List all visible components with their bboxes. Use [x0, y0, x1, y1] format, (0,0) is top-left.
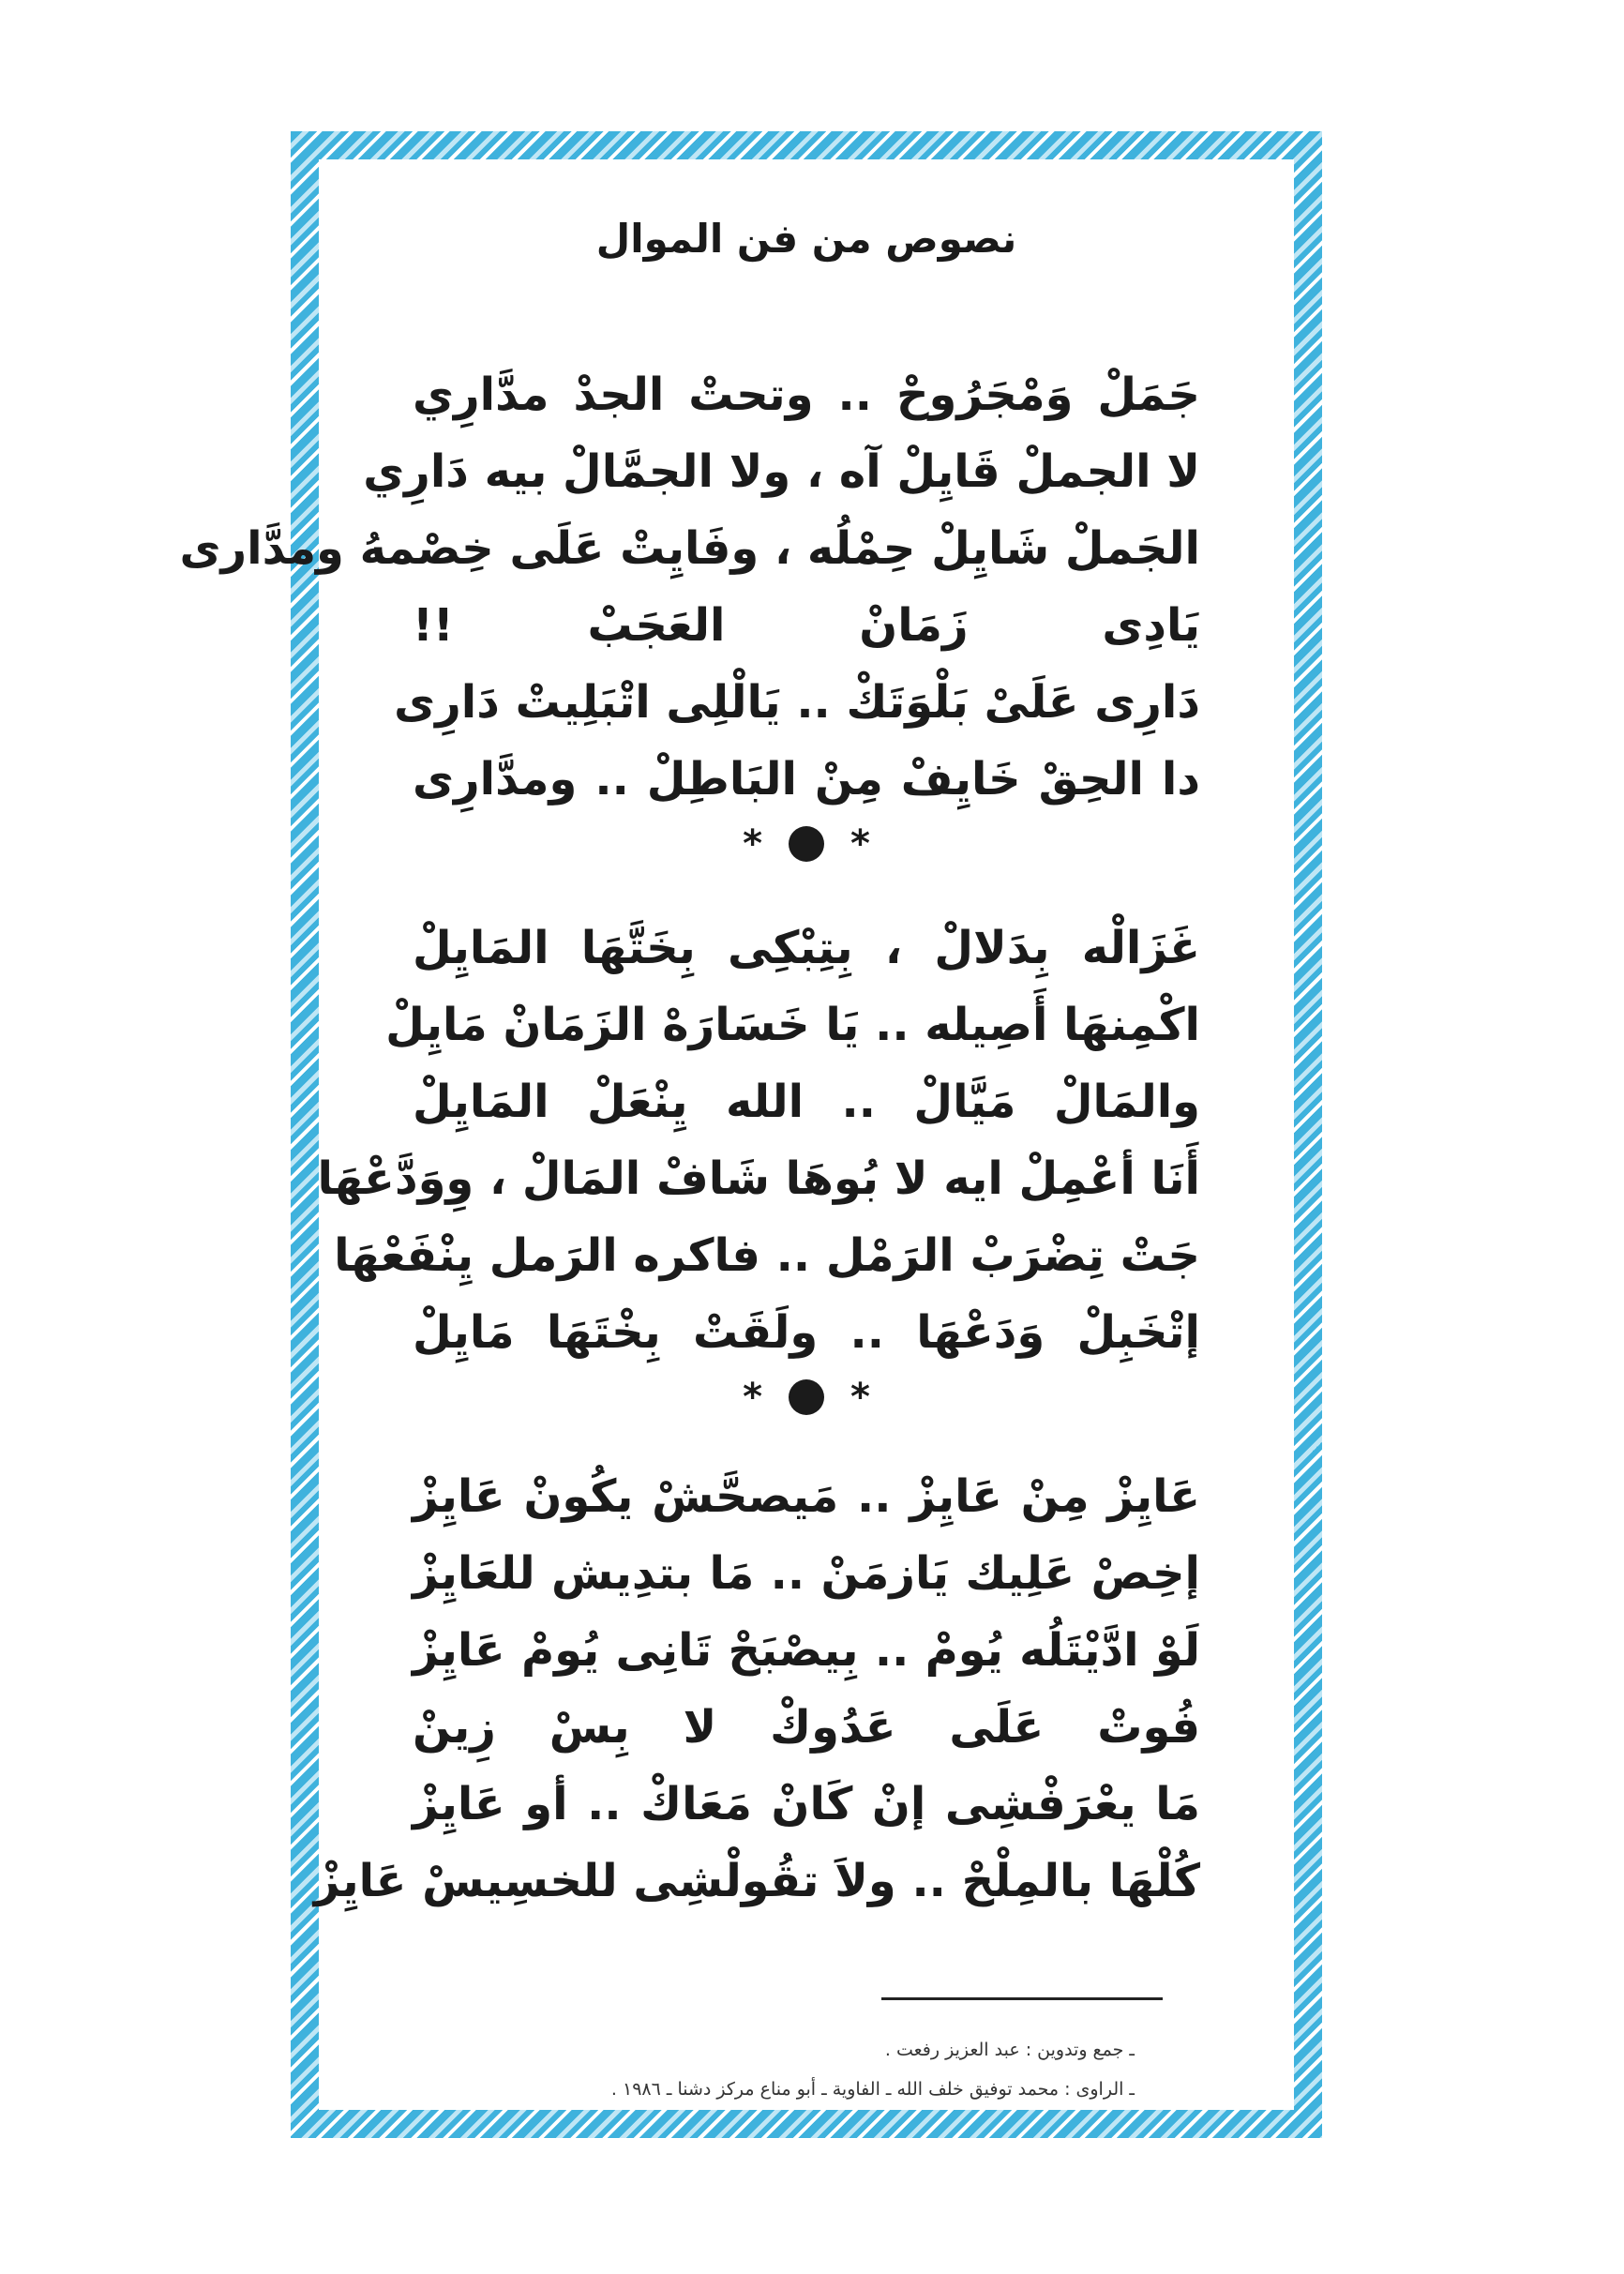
stanza-3 — [313, 1458, 1200, 1920]
footnote-divider — [881, 1997, 1163, 2000]
stanza-2 — [317, 910, 1200, 1371]
footnotes — [394, 2030, 1135, 2109]
verse-line: والمَالْ مَيَّالْ .. الله يِنْعَلْ المَايِلْ — [413, 1076, 1200, 1128]
asterisk-icon: * — [850, 1376, 870, 1419]
verse-line: إتْخَبِلْ وَدَعْهَا .. ولَقَتْ بِخْتَهَا مَايِلْ — [413, 1306, 1200, 1359]
asterisk-icon: * — [743, 822, 762, 866]
verse-line: مَا يعْرَفْشِى إنْ كَانْ مَعَاكْ .. أو عَايِزْ — [413, 1778, 1200, 1830]
verse-line: الجَملْ شَايِلْ حِمْلُه ، وفَايِتْ عَلَى خِصْمهُ ومدَّارى — [179, 522, 1200, 575]
verse-line: غَزَالْه بِدَلالْ ، بِتِبْكِى بِخَتَّهَا المَايِلْ — [413, 922, 1200, 974]
decorative-border-frame — [179, 131, 1322, 2138]
verse-line: دا الحِقْ خَايِفْ مِنْ البَاطِلْ .. ومدَّارِى — [413, 753, 1200, 806]
verse-line: اكْمِنهَا أَصِيله .. يَا خَسَارَهْ الزَمَانْ مَايِلْ — [385, 999, 1200, 1051]
asterisk-icon: * — [850, 822, 870, 866]
verse-line: جَتْ تِضْرَبْ الرَمْل .. فاكره الرَمل يِنْفَعْهَا — [334, 1229, 1200, 1282]
verse-line: لَوْ ادَّيْتَلُه يُومْ .. بِيصْبَحْ تَانِى يُومْ عَايِزْ — [413, 1624, 1200, 1677]
page-content — [179, 159, 1294, 2110]
footnote-collector: ـ جمع وتدوين : عبد العزيز رفعت . — [884, 2040, 1135, 2060]
verse-line: دَارِى عَلَىْ بَلْوَتَكْ .. يَالْلِى اتْبَلِيتْ دَارِى — [394, 676, 1200, 729]
bullet-icon — [789, 1379, 824, 1415]
asterisk-icon: * — [743, 1376, 762, 1419]
verse-line: لا الجملْ قَايِلْ آه ، ولا الجمَّالْ بيه دَارِي — [363, 445, 1200, 498]
page-title: نصوص من فن الموال — [595, 216, 1017, 262]
verse-line: عَايِزْ مِنْ عَايِزْ .. مَيصحَّشْ يكُونْ عَايِزْ — [413, 1470, 1200, 1523]
footnote-narrator: ـ الراوى : محمد توفيق خلف الله ـ الفاوية ـ أبو مناع مركز دشنا ـ ١٩٨٦ . — [610, 2079, 1135, 2100]
verse-line: كُلْهَا بالمِلْحْ .. ولاَ تقُولْشِى للخسِيسْ عَايِزْ — [313, 1855, 1200, 1907]
verse-line: فُوتْ عَلَى عَدُوكْ لا بِسْ زِينْ — [413, 1701, 1200, 1754]
verse-line: إخِصْ عَلِيك يَازمَنْ .. مَا بتدِيش للعَايِزْ — [413, 1547, 1200, 1600]
stanza-separator — [319, 822, 1294, 866]
verse-line: جَمَلْ وَمْجَرُوحْ .. وتحتْ الجدْ مدَّارِي — [413, 369, 1200, 421]
verse-line: أَنَا أعْمِلْ ايه لا بُوهَا شَافْ المَالْ ، وِوَدَّعْهَا — [317, 1152, 1200, 1205]
bullet-icon — [789, 826, 824, 862]
stanza-separator — [319, 1376, 1294, 1419]
stanza-1 — [179, 356, 1200, 818]
verse-line: يَادِى زَمَانْ العَجَبْ !! — [413, 599, 1200, 652]
